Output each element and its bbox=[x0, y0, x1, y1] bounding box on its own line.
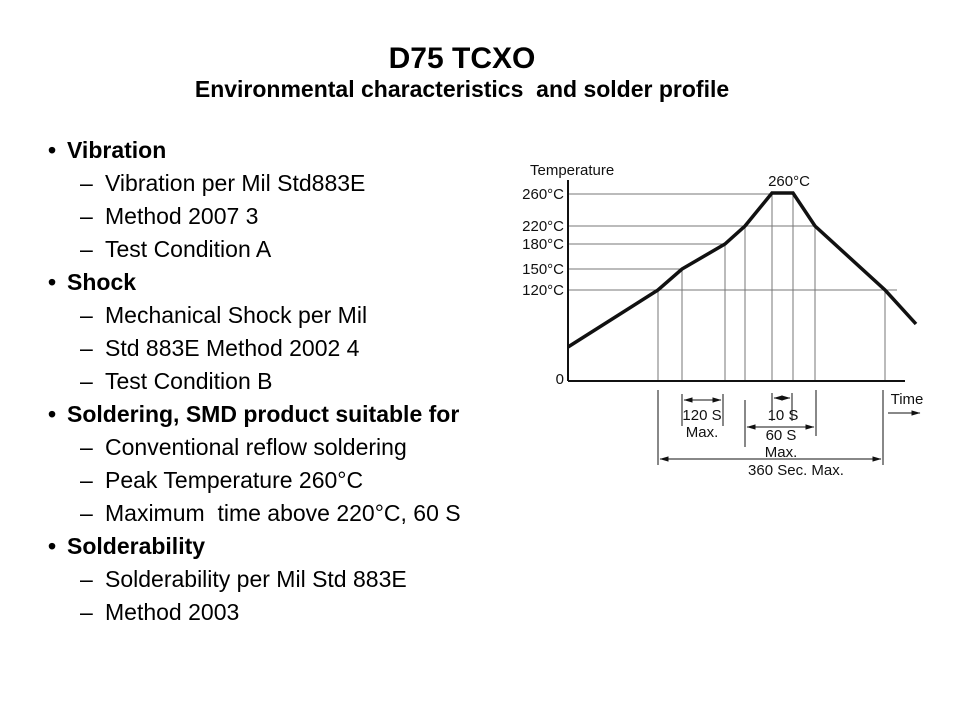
y-tick-label: 120°C bbox=[522, 282, 564, 299]
solder-profile-curve bbox=[568, 193, 916, 347]
page-subtitle: Environmental characteristics and solder profile bbox=[194, 76, 730, 102]
page-title: D75 TCXO bbox=[388, 42, 536, 75]
list-item-level2 bbox=[48, 464, 528, 497]
dash-marker: – bbox=[80, 500, 93, 526]
list-item-level2 bbox=[48, 497, 528, 530]
y-tick-label: 260°C bbox=[522, 186, 564, 203]
y-axis-label: Temperature bbox=[530, 162, 615, 179]
list-item-text: Std 883E Method 2002 4 bbox=[105, 335, 360, 361]
list-item-level2 bbox=[48, 299, 528, 332]
dimension-label: Max. bbox=[764, 444, 798, 461]
dash-marker: – bbox=[80, 467, 93, 493]
list-item-level2 bbox=[48, 233, 528, 266]
dash-marker: – bbox=[80, 236, 93, 262]
peak-temp-label: 260°C bbox=[768, 173, 810, 190]
list-item-level1 bbox=[48, 398, 528, 431]
x-axis-label: Time bbox=[890, 391, 924, 408]
solder-profile-chart bbox=[500, 150, 960, 500]
y-tick-label: 220°C bbox=[522, 218, 564, 235]
list-item-level2 bbox=[48, 596, 528, 629]
list-item-level2 bbox=[48, 563, 528, 596]
list-item-level1 bbox=[48, 530, 528, 563]
list-item-text: Method 2003 bbox=[105, 599, 240, 625]
y-tick-label: 180°C bbox=[522, 236, 564, 253]
list-item-text: Peak Temperature 260°C bbox=[105, 467, 364, 493]
dimension-label: 120 S bbox=[682, 407, 722, 424]
list-item-text: Solderability per Mil Std 883E bbox=[105, 566, 407, 592]
bullet-marker: • bbox=[48, 401, 57, 427]
title-block bbox=[0, 42, 924, 103]
dimension-label: 10 S bbox=[767, 407, 799, 424]
list-item-text: Mechanical Shock per Mil bbox=[105, 302, 368, 328]
bullet-marker: • bbox=[48, 137, 57, 163]
dash-marker: – bbox=[80, 203, 93, 229]
list-item-level2 bbox=[48, 332, 528, 365]
list-item-level1 bbox=[48, 134, 528, 167]
list-item-text: Test Condition A bbox=[105, 236, 272, 262]
list-item-text: Shock bbox=[67, 269, 137, 295]
list-item-text: Vibration per Mil Std883E bbox=[105, 170, 366, 196]
list-item-level1 bbox=[48, 266, 528, 299]
dash-marker: – bbox=[80, 335, 93, 361]
dash-marker: – bbox=[80, 170, 93, 196]
bullet-marker: • bbox=[48, 269, 57, 295]
list-item-text: Vibration bbox=[67, 137, 167, 163]
list-item-text: Conventional reflow soldering bbox=[105, 434, 407, 460]
y-tick-label: 150°C bbox=[522, 261, 564, 278]
dash-marker: – bbox=[80, 368, 93, 394]
dimension-label: Max. bbox=[685, 424, 719, 441]
bullet-marker: • bbox=[48, 533, 57, 559]
bullet-list bbox=[48, 134, 528, 629]
list-item-level2 bbox=[48, 431, 528, 464]
dash-marker: – bbox=[80, 302, 93, 328]
dimension-label: 60 S bbox=[765, 427, 797, 444]
list-item-level2 bbox=[48, 200, 528, 233]
list-item-text: Test Condition B bbox=[105, 368, 273, 394]
dash-marker: – bbox=[80, 434, 93, 460]
list-item-level2 bbox=[48, 167, 528, 200]
list-item-text: Method 2007 3 bbox=[105, 203, 259, 229]
dash-marker: – bbox=[80, 599, 93, 625]
origin-label: 0 bbox=[555, 371, 564, 388]
list-item-text: Maximum time above 220°C, 60 S bbox=[105, 500, 461, 526]
dash-marker: – bbox=[80, 566, 93, 592]
list-item-text: Soldering, SMD product suitable for bbox=[67, 401, 460, 427]
dimension-label: 360 Sec. Max. bbox=[748, 462, 844, 479]
list-item-text: Solderability bbox=[67, 533, 206, 559]
list-item-level2 bbox=[48, 365, 528, 398]
